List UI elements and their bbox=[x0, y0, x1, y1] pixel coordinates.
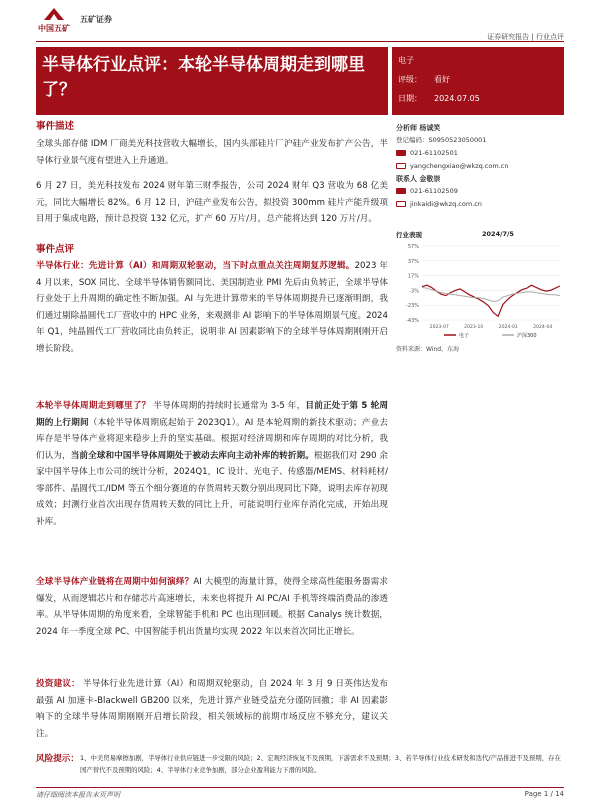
comment-3-text: AI 大模型的海量计算，使得全球高性能服务器需求爆发，从而逻辑芯片和存储芯片高速增长，未来也将提升 AI PC/AI 手机等终端消费品的渗透率。从半导体周期的角度来看，全球智能手机和 PC 也出现回暖。根据 Canalys 统计数据，2024 年一季度全球 PC、中国智能手机出货量均实现 2022 年以来首次同比正增长。 bbox=[36, 577, 388, 637]
mail-icon bbox=[396, 163, 406, 169]
analyst-1-name: 分析师 杨诚笑 bbox=[396, 124, 441, 132]
analyst-2-phone: 021-61102509 bbox=[410, 187, 458, 195]
analyst-1-phone: 021-61102501 bbox=[410, 149, 458, 157]
rating-label: 评级： bbox=[398, 75, 422, 84]
footer-disclaimer: 请仔细阅读本报告末页声明 bbox=[36, 791, 120, 799]
risk-text: 1、中美贸易摩擦加剧，半导体行业供应链进一步受限的风险；2、宏观经济恢复不及预期，下游需求不及预期；3、若半导体行业技术研发和迭代/产品推进不及预期，存在国产替代不及预期的风险；4、半导体行业竞争加剧，部分企业盈利能力下滑的风险。 bbox=[80, 754, 561, 774]
section-event-description: 事件描述 bbox=[36, 121, 75, 132]
page-number: Page 1 / 14 bbox=[524, 790, 564, 798]
analyst-1-email[interactable]: yangchengxiao@wkzq.com.cn bbox=[410, 162, 509, 170]
chart-y-tick-label: -43% bbox=[406, 318, 419, 324]
investment-advice-text: 半导体行业先进计算（AI）和周期双轮驱动，自 2024 年 3 月 9 日英伟达发布最强 AI 加速卡-Blackwell GB200 以来，先进计算产业链受益充分谨防回撤；非 AI 因素影响下的全球半导体周期刚刚开启增长阶段，相关领域标的前期市场反应不够充分，建议关注。 bbox=[36, 679, 388, 739]
comment-1-highlight: 半导体行业：先进计算（AI）和周期双轮驱动，当下时点重点关注周期复苏逻辑。 bbox=[36, 261, 355, 271]
breadcrumb: 证券研究报告 | 行业点评 bbox=[487, 33, 564, 41]
chart-x-tick-label: 2023-07 bbox=[429, 325, 449, 330]
comment-2-bold-b: 当前全球和中国半导体周期处于被动去库向主动补库的转折期。 bbox=[70, 450, 314, 461]
event-paragraph-2: 6 月 27 日，美光科技发布 2024 财年第三财季报告，公司 2024 财年 Q3 营收为 68 亿美元，同比大幅增长 82%。6 月 12 日，沪硅产业发布公告，拟投资 300mm 硅片产能升级项目用于集成电路，预计总投资 132 亿元，扩产 60 万片/月，总产能将达到 120 万片/月。 bbox=[36, 181, 388, 224]
investment-advice-label: 投资建议： bbox=[36, 679, 80, 689]
chart-y-tick-label: 57% bbox=[407, 244, 419, 250]
analyst-info bbox=[396, 122, 564, 211]
comment-2-text-a: 半导体周期的持续时长通常为 3-5 年， bbox=[153, 401, 306, 411]
comment-2-bold-a: 目前正处于第 5 轮周期的上行期间 bbox=[36, 401, 388, 428]
phone-icon bbox=[396, 150, 406, 156]
logo-company-name: 中国五矿 bbox=[38, 24, 70, 33]
logo-mark-icon bbox=[42, 6, 66, 22]
comment-paragraph-3 bbox=[36, 574, 388, 640]
chart-x-tick-label: 2023-10 bbox=[464, 325, 484, 330]
date-label: 日期： bbox=[398, 94, 422, 103]
page-title: 半导体行业点评：本轮半导体周期走到哪里了？ bbox=[36, 47, 388, 115]
chart-y-tick-label: -23% bbox=[406, 303, 419, 310]
analyst-2-email[interactable]: jinkaidi@wkzq.com.cn bbox=[410, 200, 482, 208]
header-divider bbox=[36, 41, 564, 42]
date-value: 2024.07.05 bbox=[434, 94, 480, 103]
rating-value: 看好 bbox=[434, 75, 450, 84]
chart-x-tick-label: 2024-01 bbox=[498, 325, 518, 330]
chart-y-tick-label: -3% bbox=[409, 288, 419, 295]
comment-1-text: 2023 年 4 月以来，SOX 同比、全球半导体销售额同比、美国制造业 PMI 先后由负转正，全球半导体行业处于上升周期的确定性不断加强。AI 与先进计算带来的半导体周期提升已逐渐明朗，我们通过剔除晶圆代工厂营收中的 HPC 业务，来观测非 AI 影响下的半导体周期景气度。2024 年 Q1，纯晶圆代工厂营收同比由负转正，说明非 AI 因素影响下的全球半导体周期刚刚开启增长阶段。 bbox=[36, 261, 388, 354]
chart-legend-label: 电子 bbox=[459, 333, 470, 339]
industry-performance-chart bbox=[396, 240, 564, 340]
logo-securities-name: 五矿证券 bbox=[80, 15, 112, 24]
comment-2-text-b: （本轮半导体周期底起始于 2023Q1）。AI 是本轮周期的新技术驱动；产业去库存是半导体产业将迎来稳步上升的坚实基础。根据对经济周期和库存周期的对比分析，我们认为， bbox=[36, 417, 388, 461]
comment-2-text-c: 根据我们对 290 余家中国半导体上市公司的统计分析，2024Q1，IC 设计、光电子、传感器/MEMS、材料耗材/零部件、晶圆代工/IDM 等五个细分赛道的存货周转天数分别出现同比下降，说明去库存初现成效；封测行业首次出现存货周转天数的同比上升，可能说明行业库存消化完成，开始出现补库。 bbox=[36, 450, 388, 527]
risk-label: 风险提示： bbox=[36, 754, 79, 764]
footer-divider bbox=[36, 787, 564, 788]
industry-label: 电子 bbox=[398, 56, 414, 65]
comment-paragraph-1 bbox=[36, 258, 388, 357]
chart-source: 资料来源：Wind，东海 bbox=[396, 346, 460, 353]
chart-x-tick-label: 2024-04 bbox=[533, 325, 553, 330]
phone-icon bbox=[396, 188, 406, 194]
investment-advice bbox=[36, 676, 388, 742]
chart-y-tick-label: 17% bbox=[407, 273, 419, 280]
comment-3-highlight: 全球半导体产业链将在周期中如何演绎？ bbox=[36, 577, 194, 587]
comment-2-highlight: 本轮半导体周期走到哪里了？ bbox=[36, 401, 151, 411]
chart-date: 2024/7/5 bbox=[482, 230, 514, 238]
analyst-1-reg: 登记编码：S0950523050001 bbox=[396, 136, 487, 144]
company-logo bbox=[36, 6, 146, 32]
section-event-comment: 事件点评 bbox=[36, 244, 75, 255]
chart-y-tick-label: 37% bbox=[407, 258, 419, 265]
chart-title: 行业表现 bbox=[396, 231, 422, 239]
analyst-2-name: 联系人 金敬崇 bbox=[396, 175, 441, 183]
chart-legend-label: 沪深300 bbox=[517, 333, 537, 339]
event-paragraph-1: 全球头部存储 IDM 厂商美光科技营收大幅增长，国内头部硅片厂沪硅产业发布扩产公告，半导体行业景气度有望进入上升通道。 bbox=[36, 139, 388, 166]
mail-icon bbox=[396, 201, 406, 207]
rating-panel bbox=[392, 47, 564, 115]
comment-paragraph-2 bbox=[36, 398, 388, 530]
